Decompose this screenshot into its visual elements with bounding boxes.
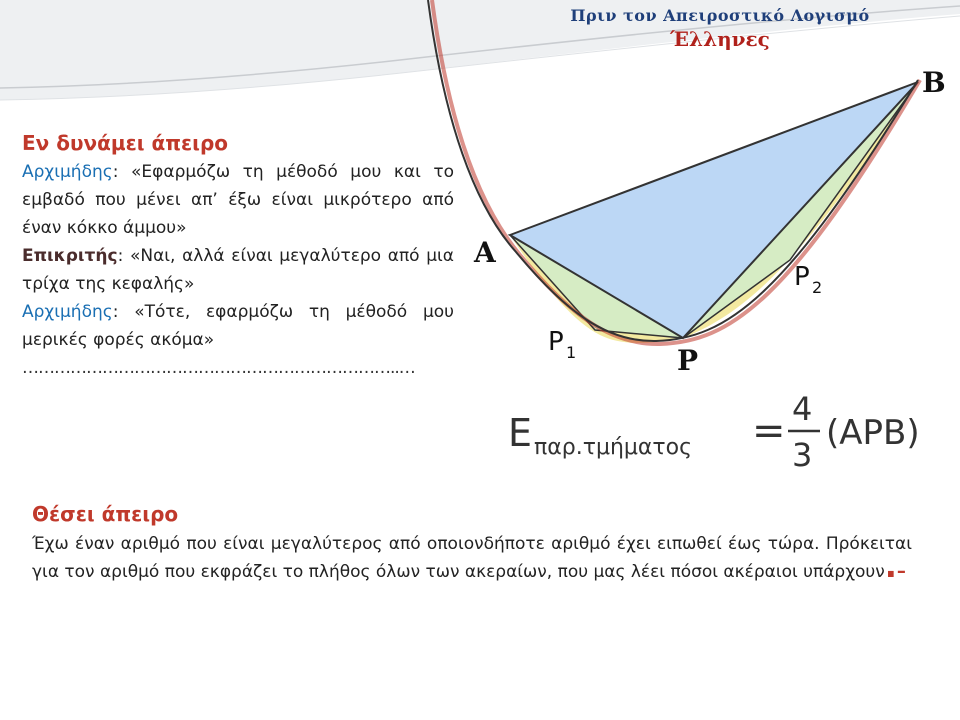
ellipsis-line: ……………………………………………………………..… [22,358,415,378]
section-potential-infinity [22,128,454,382]
header-title: Πριν τον Απειροστικό Λογισμό [570,6,870,25]
speaker-archimedes-2: Αρχιμήδης [22,302,113,322]
label-p2: P [794,262,810,292]
speaker-critic: Επικριτής [22,246,118,266]
section-actual-text: Έχω έναν αριθμό που είναι μεγαλύτερος από οποιονδήποτε αριθμό έχει ειπωθεί έως τώρα. Πρόκειται για τον αριθμό που εκφράζει το πλήθος όλων των ακεραίων, που μας λέει πόσοι ακέραιοι υπάρχουν [32,534,912,582]
dialogue-line-3 [22,298,454,354]
formula-area: (APB) [826,413,920,453]
section-potential-heading: Εν δυνάμει άπειρο [22,131,229,155]
section-actual-text-block [32,530,912,586]
header-subtitle: Έλληνες [670,27,770,51]
label-b: B [922,66,946,99]
label-p: P [677,344,699,377]
label-p2-sub: 2 [812,278,823,297]
dialogue-text-2: : «Ναι, αλλά είναι μεγαλύτερο από μια τρίχα της κεφαλής» [22,246,454,294]
formula-symbol: E [508,411,533,455]
area-formula [506,384,946,480]
dialogue-line-1 [22,158,454,242]
dialogue-text-3: : «Τότε, εφαρμόζω τη μέθοδό μου μερικές φορές ακόμα» [22,302,454,350]
section-actual-heading: Θέσει άπειρο [32,502,179,526]
label-p1: P [548,327,564,357]
dialogue-text-1: : «Εφαρμόζω τη μέθοδό μου και το εμβαδό που μένει απ’ έξω είναι μικρότερο από έναν κόκκο άμμου» [22,162,454,238]
end-dot: . [884,547,897,585]
formula-subscript: παρ.τμήματος [534,435,693,460]
label-p1-sub: 1 [566,343,577,362]
formula-equals: = [752,408,786,454]
section-actual-infinity [32,498,912,586]
end-dash: – [896,561,906,582]
label-a: A [474,236,496,269]
formula-numerator: 4 [792,390,813,428]
speaker-archimedes-1: Αρχιμήδης [22,162,113,182]
dialogue-line-2 [22,242,454,298]
formula-denominator: 3 [792,436,813,474]
